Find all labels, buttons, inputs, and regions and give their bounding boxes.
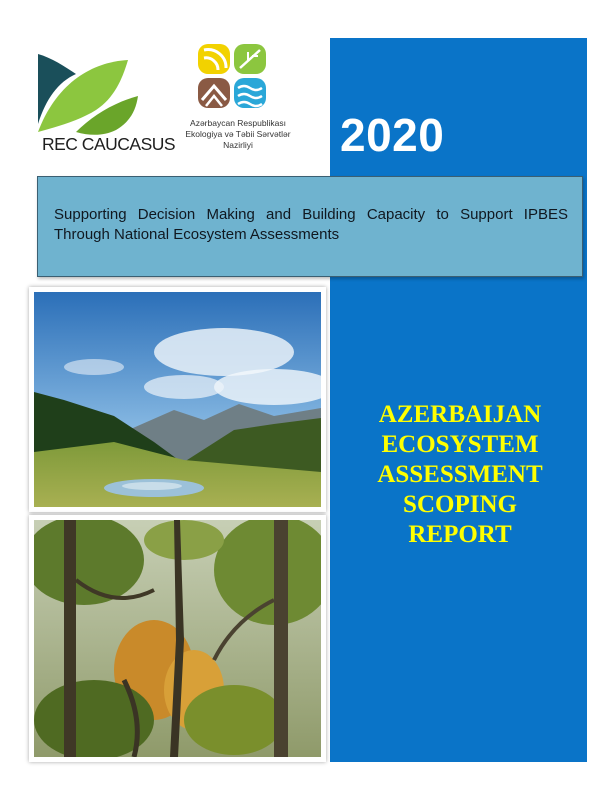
- ministry-logo-icon: [196, 42, 268, 110]
- report-title-line: AZERBAIJAN: [378, 401, 542, 428]
- rec-caucasus-logo-text: REC CAUCASUS: [42, 134, 176, 154]
- report-title: [340, 400, 580, 550]
- report-year: 2020: [340, 109, 445, 161]
- forest-image: [34, 520, 321, 757]
- report-title-line: ASSESSMENT: [377, 461, 543, 488]
- ministry-name: [172, 118, 304, 151]
- report-title-line: ECOSYSTEM: [381, 431, 539, 458]
- mountain-landscape-image: [34, 292, 321, 507]
- subtitle-banner-text: Supporting Decision Making and Building Capacity to Support IPBES Through National Ecosystem Assessments: [54, 206, 568, 243]
- ministry-name-line3: Nazirliyi: [223, 140, 253, 150]
- ministry-name-line2: Ekologiya və Təbii Sərvətlər: [185, 129, 291, 139]
- forest-photo: [29, 515, 326, 762]
- subtitle-banner: [37, 176, 583, 277]
- report-title-line: SCOPING: [403, 491, 517, 518]
- ministry-name-line1: Azərbaycan Respublikası: [190, 118, 286, 128]
- report-title-line: REPORT: [408, 521, 512, 548]
- mountain-landscape-photo: [29, 287, 326, 512]
